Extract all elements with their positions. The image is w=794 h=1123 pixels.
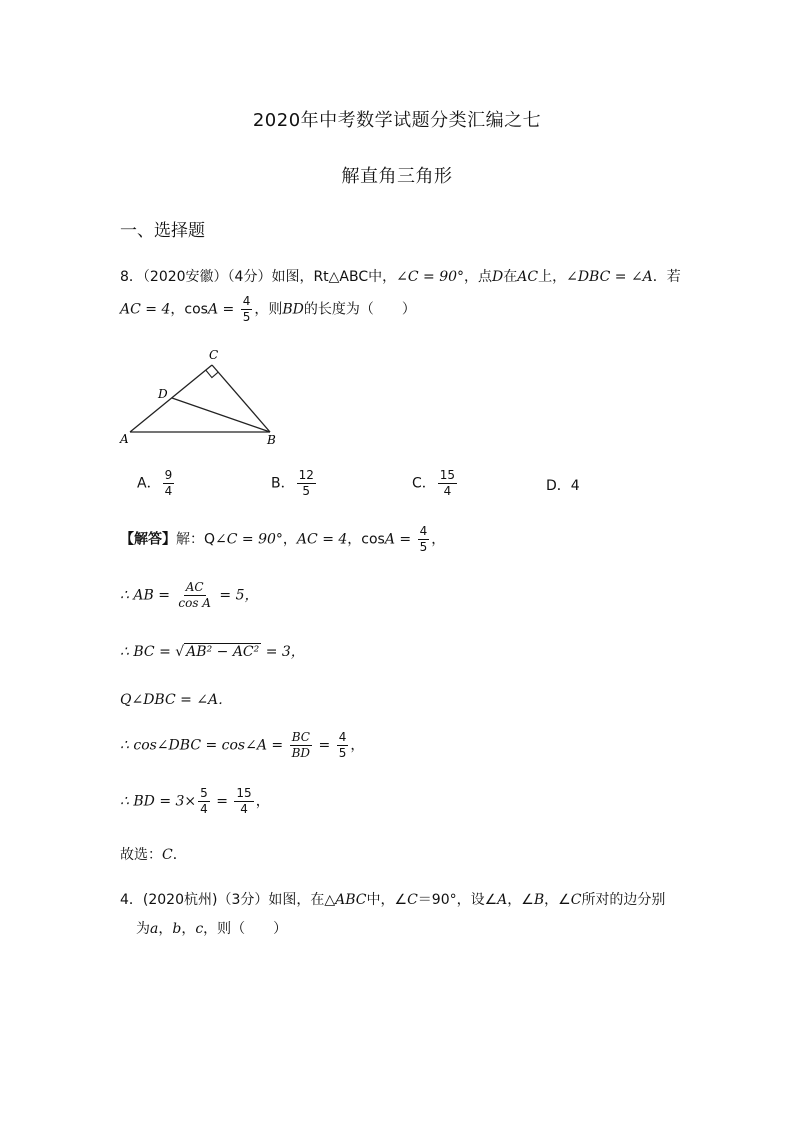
option-c: C． $\frac{15}{4}$ <box>412 468 456 498</box>
fraction: $\frac{4}{5}$ <box>338 730 347 760</box>
vertex-label-d: D <box>158 387 168 401</box>
section-heading: 一、选择题 <box>120 221 205 241</box>
vertex-label-c: C <box>209 348 219 362</box>
fraction: $\frac{5}{4}$ <box>200 786 208 816</box>
option-a: A． $\frac{9}{4}$ <box>137 468 173 498</box>
question-8-line-2: AC = 4，cosA = $\frac{4}{5}$ ，则BD的长度为（ ） <box>120 294 416 324</box>
solution-line-2: ∴ AB = $\frac{AC}{\text{cos A}}$ = 5， <box>120 580 259 610</box>
sqrt-sign: √ <box>175 644 185 660</box>
solution-line-3: ∴ BC = √ AB² − AC² = 3， <box>120 644 305 660</box>
fraction: $\frac{9}{4}$ <box>164 468 173 498</box>
fraction: $\frac{12}{5}$ <box>298 468 314 498</box>
solution-line-5: ∴ cos∠DBC = cos∠A = $\frac{BC}{BD}$ = $\frac{4}{5}$ ， <box>120 730 365 760</box>
option-d: D．4 <box>546 478 580 494</box>
question-4-line-1: 4．(2020杭州)（3分）如图，在△ABC中，∠C＝90°，设∠A，∠B，∠C所对的边分别 <box>120 892 666 908</box>
option-b: B． $\frac{12}{5}$ <box>271 468 314 498</box>
question-8-line-1: 8．（2020安徽）（4分）如图，Rt△ABC中，∠C = 90°，点D在AC上，∠DBC = ∠A．若 <box>120 269 681 285</box>
question-4-line-2: 为a，b，c，则（ ） <box>136 921 288 937</box>
document-subtitle: 解直角三角形 <box>341 166 453 187</box>
fraction: $\frac{4}{5}$ <box>242 294 251 324</box>
solution-line-4: Q∠DBC = ∠A． <box>120 692 233 708</box>
document-title: 2020年中考数学试题分类汇编之七 <box>252 110 542 131</box>
fraction: $\frac{AC}{\text{cos A}}$ <box>178 580 211 610</box>
right-angle-mark <box>206 370 218 378</box>
side-ac <box>130 365 212 432</box>
solution-line-1: 【解答】解：Q∠C = 90°，AC = 4，cosA = $\frac{4}{5}$ ， <box>120 524 446 554</box>
triangle-figure <box>110 343 300 453</box>
solution-line-7: 故选：C． <box>120 847 187 863</box>
fraction: $\frac{4}{5}$ <box>419 524 428 554</box>
vertex-label-a: A <box>120 432 129 446</box>
fraction: $\frac{15}{4}$ <box>236 786 252 816</box>
vertex-label-b: B <box>267 433 276 447</box>
fraction: $\frac{BC}{BD}$ <box>291 730 311 760</box>
solution-line-6: ∴ BD = 3× $\frac{5}{4}$ = $\frac{15}{4}$ ， <box>120 786 270 816</box>
fraction: $\frac{15}{4}$ <box>439 468 456 498</box>
